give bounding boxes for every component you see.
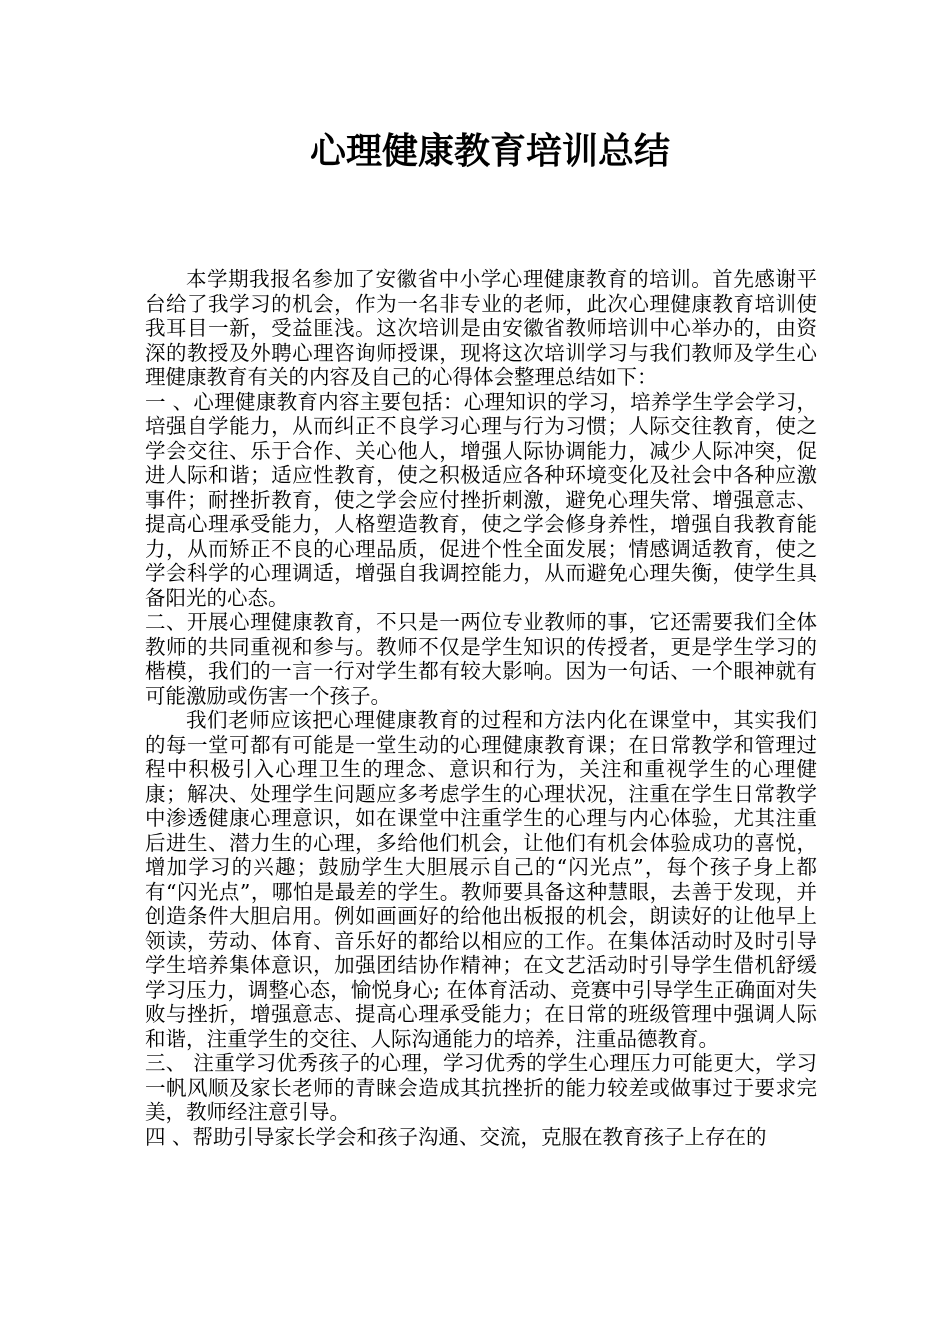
- paragraph-section-2: 二、开展心理健康教育，不只是一两位专业教师的事，它还需要我们全体教师的共同重视和参与。教师不仅是学生知识的传授者，更是学生学习的楷模，我们的一言一行对学生都有较大影响。因为一句话、一个眼神就有可能激励或伤害一个孩子。: [145, 610, 817, 708]
- document-body: [145, 267, 817, 1149]
- paragraph-section-4: 四 、帮助引导家长学会和孩子沟通、交流，克服在教育孩子上存在的: [145, 1124, 767, 1149]
- paragraph-intro: 本学期我报名参加了安徽省中小学心理健康教育的培训。首先感谢平台给了我学习的机会，作为一名非专业的老师，此次心理健康教育培训使我耳目一新，受益匪浅。这次培训是由安徽省教师培训中心举办的，由资深的教授及外聘心理咨询师授课，现将这次培训学习与我们教师及学生心理健康教育有关的内容及自己的心得体会整理总结如下：: [145, 267, 817, 389]
- paragraph-section-3: 三、 注重学习优秀孩子的心理，学习优秀的学生心理压力可能更大，学习一帆风顺及家长老师的青睐会造成其抗挫折的能力较差或做事过于要求完美，教师经注意引导。: [145, 1051, 817, 1124]
- paragraph-section-2-detail: 我们老师应该把心理健康教育的过程和方法内化在课堂中，其实我们的每一堂可都有可能是一堂生动的心理健康教育课；在日常教学和管理过程中积极引入心理卫生的理念、意识和行为，关注和重视学生的心理健康；解决、处理学生问题应多考虑学生的心理状况，注重在学生日常教学中渗透健康心理意识，如在课堂中注重学生的心理与内心体验，尤其注重后进生、潜力生的心理，多给他们机会，让他们有机会体验成功的喜悦，增加学习的兴趣；鼓励学生大胆展示自己的“闪光点”，每个孩子身上都有“闪光点”，哪怕是最差的学生。教师要具备这种慧眼，去善于发现，并创造条件大胆启用。例如画画好的给他出板报的机会，朗读好的让他早上领读，劳动、体育、音乐好的都给以相应的工作。在集体活动时及时引导学生培养集体意识，加强团结协作精神；在文艺活动时引导学生借机舒缓学习压力，调整心态，愉悦身心; 在体育活动、竞赛中引导学生正确面对失败与挫折，增强意志、提高心理承受能力；在日常的班级管理中强调人际和谐，注重学生的交往、人际沟通能力的培养，注重品德教育。: [145, 708, 817, 1051]
- paragraph-section-1: 一 、心理健康教育内容主要包括：心理知识的学习，培养学生学会学习，培强自学能力，从而纠正不良学习心理与行为习惯；人际交往教育，使之学会交往、乐于合作、关心他人，增强人际协调能力，减少人际冲突，促进人际和谐；适应性教育，使之积极适应各种环境变化及社会中各种应激事件；耐挫折教育，使之学会应付挫折刺激，避免心理失常、增强意志、提高心理承受能力，人格塑造教育，使之学会修身养性，增强自我教育能力，从而矫正不良的心理品质，促进个性全面发展；情感调适教育，使之学会科学的心理调适，增强自我调控能力，从而避免心理失衡，使学生具备阳光的心态。: [145, 389, 817, 610]
- document-title: 心理健康教育培训总结: [309, 131, 670, 172]
